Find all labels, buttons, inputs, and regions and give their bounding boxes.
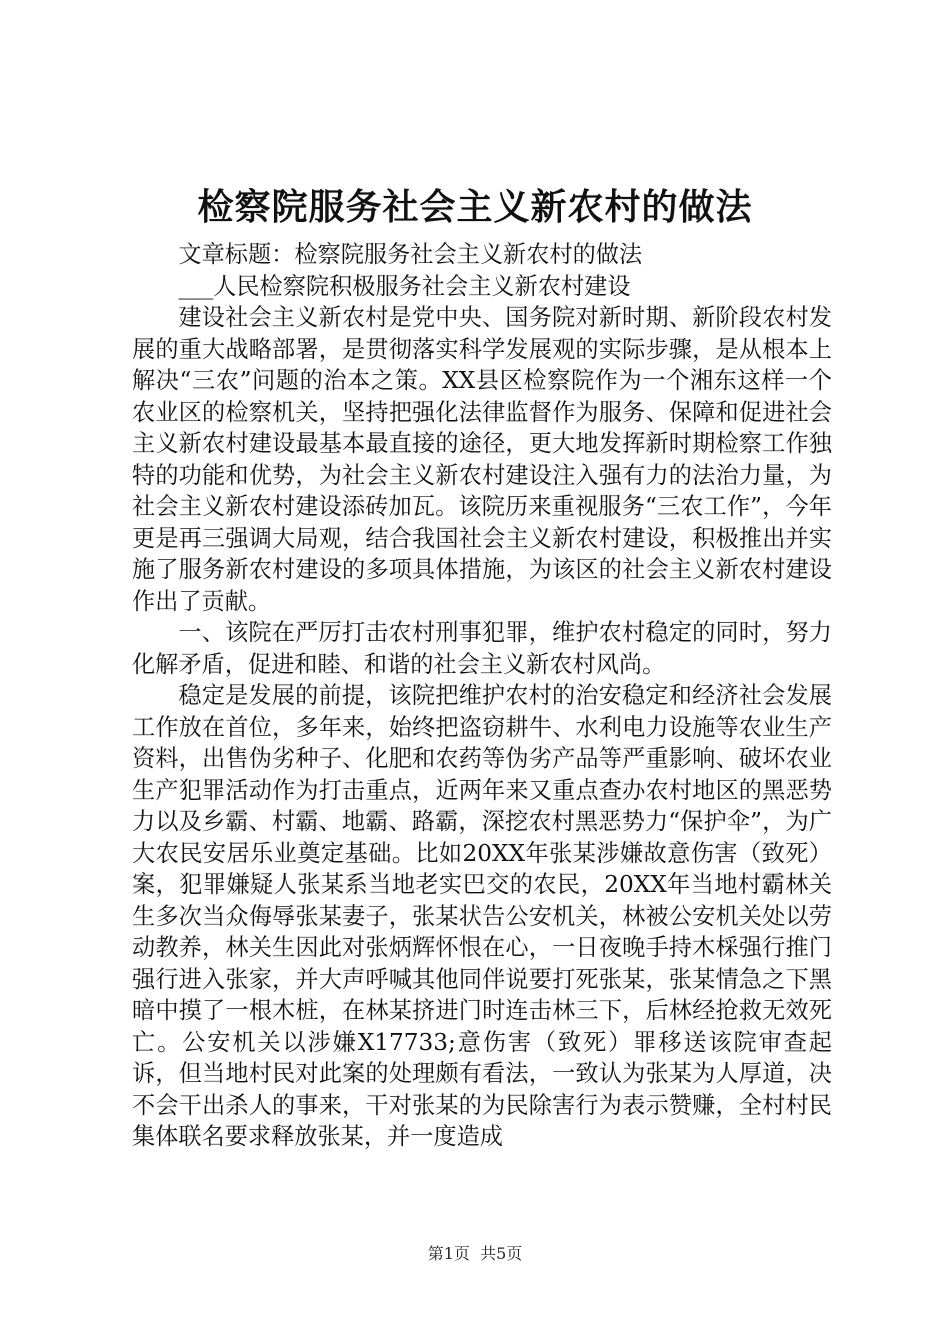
document-title: 检察院服务社会主义新农村的做法 — [197, 186, 753, 228]
body-paragraph: 一、该院在严厉打击农村刑事犯罪，维护农村稳定的同时，努力化解矛盾，促进和睦、和谐的社会主义新农村风尚。 — [132, 619, 832, 678]
document-body — [132, 239, 832, 1153]
article-title-line: 文章标题：检察院服务社会主义新农村的做法 — [178, 241, 643, 268]
page-number: 第1页 — [427, 1244, 470, 1263]
page-footer — [0, 1243, 950, 1265]
body-paragraph: 建设社会主义新农村是党中央、国务院对新时期、新阶段农村发展的重大战略部署，是贯彻落实科学发展观的实际步骤，是从根本上解决“三农”问题的治本之策。XX县区检察院作为一个湘东这样一个农业区的检察机关，坚持把强化法律监督作为服务、保障和促进社会主义新农村建设最基本最直接的途径，更大地发挥新时期检察工作独特的功能和优势，为社会主义新农村建设注入强有力的法治力量，为社会主义新农村建设添砖加瓦。该院历来重视服务“三农工作”，今年更是再三强调大局观，结合我国社会主义新农村建设，积极推出并实施了服务新农村建设的多项具体措施，为该区的社会主义新农村建设作出了贡献。 — [132, 304, 832, 615]
article-subtitle-line: ___人民检察院积极服务社会主义新农村建设 — [178, 272, 631, 300]
total-pages: 共5页 — [480, 1244, 523, 1263]
footer-separator — [470, 1244, 480, 1263]
body-paragraph: 稳定是发展的前提，该院把维护农村的治安稳定和经济社会发展工作放在首位，多年来，始终把盗窃耕牛、水利电力设施等农业生产资料，出售伪劣种子、化肥和农药等伪劣产品等严重影响、破坏农业生产犯罪活动作为打击重点，近两年来又重点查办农村地区的黑恶势力以及乡霸、村霸、地霸、路霸，深挖农村黑恶势力“保护伞”，为广大农民安居乐业奠定基础。比如20XX年张某涉嫌故意伤害（致死）案，犯罪嫌疑人张某系当地老实巴交的农民，20XX年当地村霸林关生多次当众侮辱张某妻子，张某状告公安机关，林被公安机关处以劳动教养，林关生因此对张炳辉怀恨在心，一日夜晚手持木棌强行推门强行进入张家，并大声呼喊其他同伴说要打死张某，张某情急之下黑暗中摸了一根木桩，在林某挤进门时连击林三下，后林经抢救无效死亡。公安机关以涉嫌X17733;意伤害（致死）罪移送该院审查起诉，但当地村民对此案的处理颇有看法，一致认为张某为人厚道，决不会干出杀人的事来，干对张某的为民除害行为表示赞赚，全村村民集体联名要求释放张某，并一度造成 — [132, 682, 832, 1150]
